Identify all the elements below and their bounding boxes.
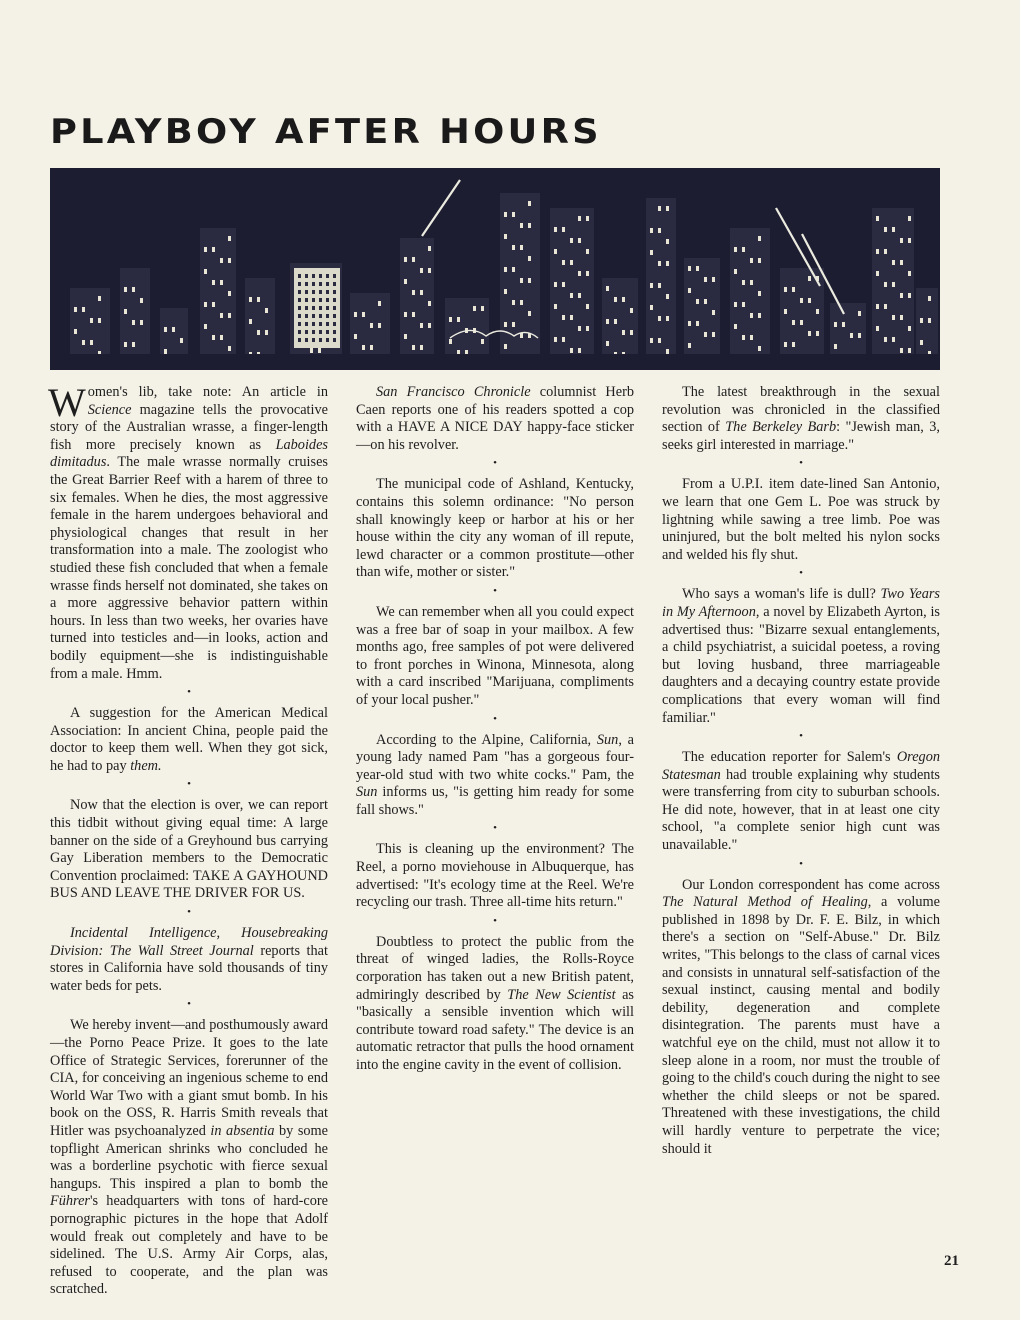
news-item	[356, 384, 634, 454]
news-item	[662, 476, 940, 564]
item-separator-bullet: •	[187, 778, 191, 791]
news-item-text: Now that the election is over, we can report this tidbit without giving equal time: A large banner on the side of a Greyhound bus carrying Gay Liberation members to the Democratic Convention proclaimed: TAKE A GAYHOUND BUS AND LEAVE THE DRIVER FOR US.	[50, 797, 328, 902]
news-item-text: Doubtless to protect the public from the threat of winged ladies, the Rolls-Royce corporation has taken out a new British patent, admiringly described by The New Scientist as "basically a sensible invention which will contribute toward road safety." The device is an automatic retractor that pulls the hood ornament into the engine cavity in the event of collision.	[356, 933, 634, 1073]
news-item-text: Our London correspondent has come across The Natural Method of Healing, a volume published in 1898 by Dr. F. E. Bilz, in which there's a section on "Self-Abuse." Dr. Bilz writes, "This belongs to the class of carnal vices and consists in unnatural self-satisfaction of the sexual instinct, causing mental and bodily debility, degeneration and complete disintegration. The parents must have a watchful eye on the child, must not allow it to sleep alone in a room, nor must the trouble of going to the child's couch during the night to see whether the child sleeps or not be spared. Threatened with these investigations, the child will hardly venture to perpetrate the vice; should it	[662, 876, 941, 1157]
news-item-text: The latest breakthrough in the sexual revolution was chronicled in the classified section of The Berkeley Barb: "Jewish man, 3, seeks girl interested in marriage."	[662, 384, 940, 453]
column-2	[356, 384, 634, 1075]
item-separator-bullet: •	[799, 857, 803, 870]
article-columns	[48, 380, 941, 1298]
item-separator-bullet: •	[493, 914, 497, 927]
news-item-text: San Francisco Chronicle columnist Herb Caen reports one of his readers spotted a cop with a HAVE A NICE DAY happy-face sticker—on his revolver.	[356, 384, 634, 453]
news-item-text: omen's lib, take note: An article in Science magazine tells the provocative story of the Australian wrasse, a finger-length fish more precisely known as Laboides dimitadus. The male wrasse normally cruises the Great Barrier Reef with a harem of three to six females. When he dies, the most aggressive female in the harem undergoes behavioral and physiological changes that result in her transformation into a male. The zoologist who studied these fish concluded that when a female wrasse finds herself not dominated, she takes on a more aggressive behavior pattern within hours. In less than two weeks, her ovaries have turned into testicles and—in looks, action and bodily equipment—she is indistinguishable from a male. Hmm.	[50, 384, 328, 682]
item-separator-bullet: •	[493, 822, 497, 835]
news-item	[356, 934, 634, 1075]
item-separator-bullet: •	[493, 584, 497, 597]
news-item	[48, 380, 328, 683]
news-item	[662, 877, 940, 1159]
skyline-drawing	[50, 168, 940, 370]
news-item-text: According to the Alpine, California, Sun, a young lady named Pam "has a gorgeous four-year-old stud with two white cocks." Pam, the Sun informs us, "is getting him ready for some fall shows."	[356, 731, 634, 818]
news-item	[356, 476, 634, 582]
news-item	[50, 925, 328, 995]
news-item-text: We can remember when all you could expect was a free bar of soap in your mailbox. A few months ago, free samples of pot were delivered to front porches in Winona, Minnesota, along with a card inscribed "Marijuana, compliments of your local pusher."	[356, 603, 634, 708]
news-item	[50, 797, 328, 903]
page-number: 21	[944, 1253, 959, 1269]
news-item	[662, 586, 940, 727]
news-item-text: This is cleaning up the environment? The Reel, a porno moviehouse in Albuquerque, has advertised: "It's ecology time at the Reel. We're recycling our trash. Three all-time hits return."	[356, 841, 634, 911]
news-item	[50, 1017, 328, 1299]
news-item-text: The education reporter for Salem's Oregon Statesman had trouble explaining why students were transferring from city to suburban schools. He did note, however, that in at least one city school, "a complete senior high cunt was unavailable."	[662, 749, 940, 854]
drop-cap: W	[48, 380, 86, 425]
news-item	[662, 749, 940, 855]
news-item	[356, 604, 634, 710]
news-item-text: A suggestion for the American Medical Association: In ancient China, people paid the doctor to keep them well. When they got sick, he had to pay them.	[50, 705, 328, 774]
column-3	[662, 384, 940, 1158]
news-item-text: From a U.P.I. item date-lined San Antonio, we learn that one Gem L. Poe was struck by lightning while sawing a tree limb. Poe was uninjured, but the bolt melted his nylon socks and welded his fly shut.	[662, 476, 940, 563]
item-separator-bullet: •	[493, 457, 497, 470]
news-item-text: Incidental Intelligence, Housebreaking Division: The Wall Street Journal reports that stores in California have sold thousands of tiny water beds for pets.	[50, 925, 328, 994]
section-masthead: PLAYBOY AFTER HOURS	[50, 112, 602, 152]
item-separator-bullet: •	[187, 686, 191, 699]
news-item-text: The municipal code of Ashland, Kentucky, contains this solemn ordinance: "No person shall knowingly keep or harbor at his or her house within the city any woman of ill repute, lewd character or a common prostitute—other than wife, mother or sister."	[356, 476, 634, 581]
item-separator-bullet: •	[799, 457, 803, 470]
news-item	[662, 384, 940, 454]
news-item	[356, 732, 634, 820]
item-separator-bullet: •	[493, 712, 497, 725]
news-item-text: Who says a woman's life is dull? Two Years in My Afternoon, a novel by Elizabeth Ayrton, is advertised thus: "Bizarre sexual entanglements, a child psychiatrist, a suicidal poetess, a roving but loving husband, three marriageable daughters and a decaying country estate provide complications that every woman will find familiar."	[662, 586, 940, 726]
item-separator-bullet: •	[799, 730, 803, 743]
news-item-text: We hereby invent—and posthumously award—the Porno Peace Prize. It goes to the late Office of Strategic Services, forerunner of the CIA, for conceiving an ingenious scheme to end World War Two with a giant smut bomb. In his book on the OSS, R. Harris Smith reveals that Hitler was psychoanalyzed in absentia by some topflight American shrinks who concluded he was a borderline psychotic with fierce sexual hangups. This inspired a plan to bomb the Führer's headquarters with tons of hard-core pornographic pictures in the hope that Adolf would freak out completely and have to be sidelined. The U.S. Army Air Corps, alas, refused to cooperate, and the plan was scratched.	[50, 1017, 328, 1298]
news-item	[50, 705, 328, 775]
item-separator-bullet: •	[187, 906, 191, 919]
column-1	[48, 380, 328, 1299]
item-separator-bullet: •	[799, 567, 803, 580]
news-item	[356, 841, 634, 911]
item-separator-bullet: •	[187, 998, 191, 1011]
skyline-illustration	[50, 168, 940, 370]
